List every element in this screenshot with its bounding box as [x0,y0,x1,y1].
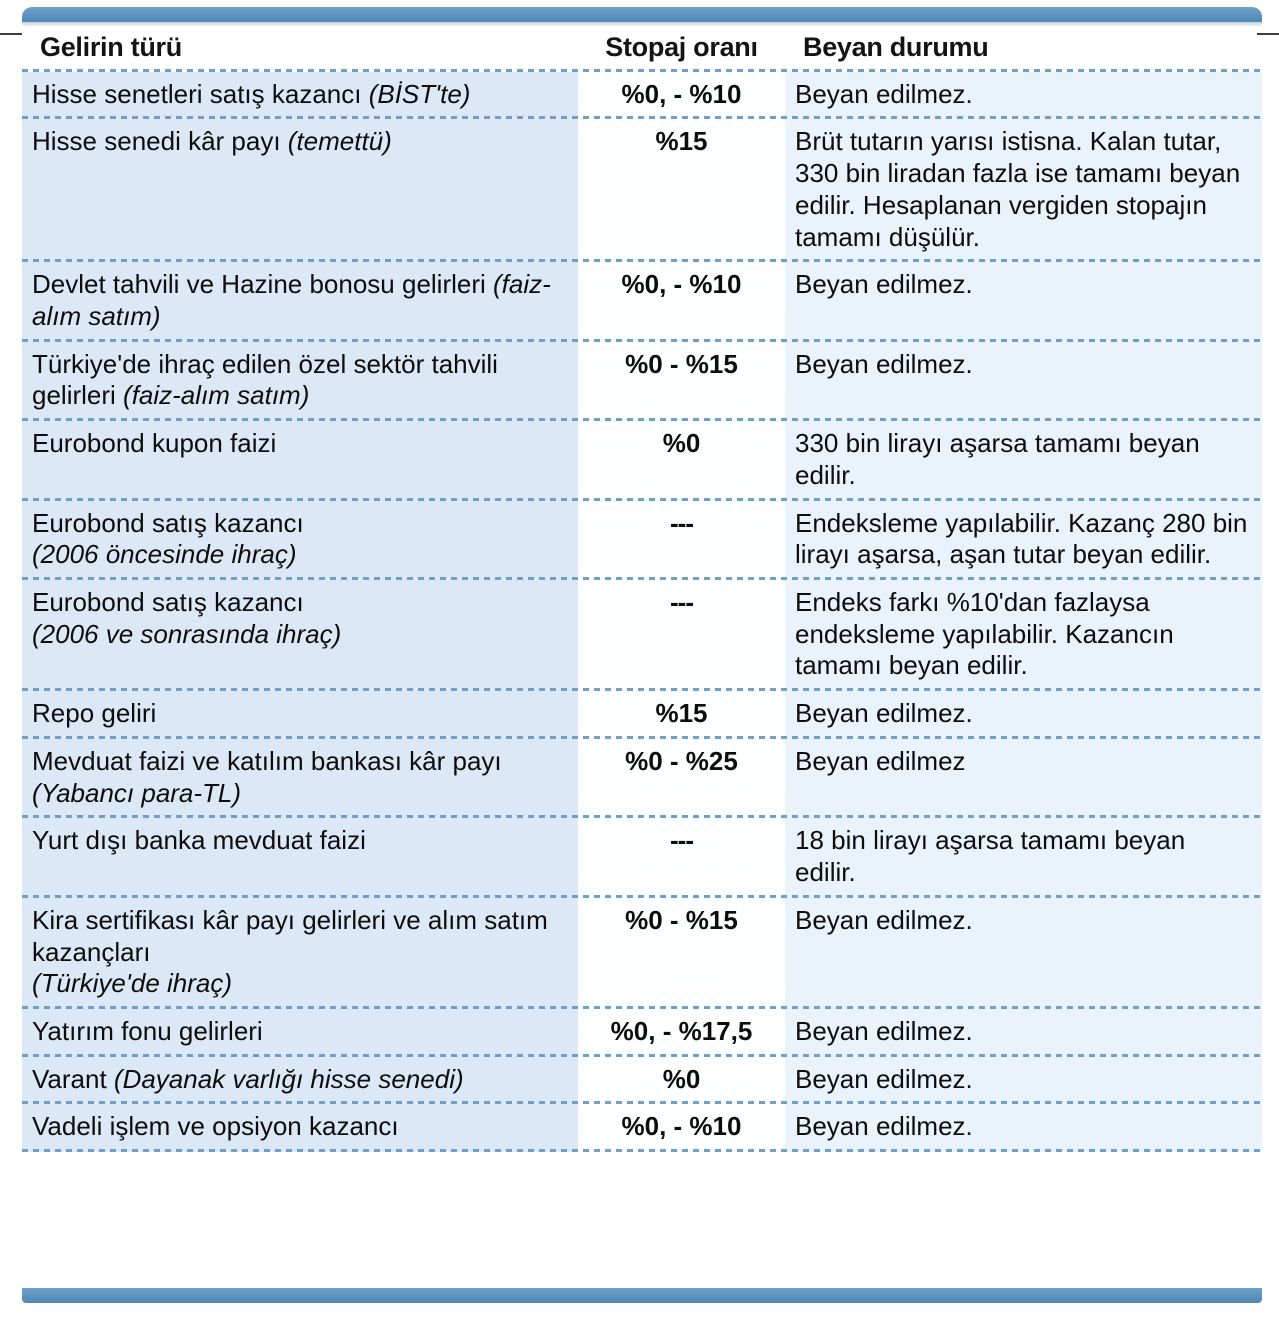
table-row [22,580,1262,691]
declaration-status-text: Brüt tutarın yarısı istisna. Kalan tutar, 330 bin liradan fazla ise tamamı beyan edilir. Hesaplanan vergiden stopajın tamamı düşülür. [795,126,1241,252]
withholding-rate-text: %0 [662,428,701,459]
cell-income-type [22,72,578,120]
cell-withholding-rate [578,1057,785,1105]
cell-withholding-rate [578,898,785,1009]
income-type-text [32,905,568,1000]
table-row [22,501,1262,580]
income-type-note: (temettü) [287,126,392,157]
header-cell-income-type [22,26,578,72]
tax-table [22,26,1262,1152]
withholding-rate-text: --- [670,825,693,856]
cell-income-type [22,818,578,897]
cell-declaration-status [785,1009,1262,1057]
cell-declaration-status [785,580,1262,691]
withholding-rate-text: %15 [655,698,708,729]
income-type-plain: Yurt dışı banka mevduat faizi [32,825,366,856]
cell-withholding-rate [578,119,785,262]
table-row [22,1057,1262,1105]
table-row [22,262,1262,341]
declaration-status-text: Beyan edilmez. [795,1111,973,1142]
income-type-text [32,587,568,650]
income-type-text [32,1016,568,1048]
top-accent-bar [22,7,1262,22]
cell-income-type [22,1057,578,1105]
header-label-declaration-status: Beyan durumu [803,32,989,62]
cell-withholding-rate [578,818,785,897]
cell-income-type [22,1104,578,1152]
cell-declaration-status [785,501,1262,580]
table-row [22,691,1262,739]
cell-income-type [22,1009,578,1057]
cell-withholding-rate [578,739,785,818]
income-type-plain: Yatırım fonu gelirleri [32,1015,263,1046]
income-type-note: (faiz-alım satım) [32,269,551,331]
income-type-text [32,746,568,809]
income-type-note: (Dayanak varlığı hisse senedi) [113,1063,464,1094]
row-tick-right [1257,33,1279,35]
declaration-status-text: Endeksleme yapılabilir. Kazanç 280 bin lirayı aşarsa, aşan tutar beyan edilir. [795,507,1248,570]
income-type-text [32,825,568,857]
cell-income-type [22,898,578,1009]
income-type-note: (Yabancı para-TL) [32,777,242,808]
cell-declaration-status [785,342,1262,421]
declaration-status-text: Beyan edilmez. [795,904,973,935]
cell-income-type [22,739,578,818]
declaration-status-text: Beyan edilmez. [795,1015,973,1046]
table-row [22,818,1262,897]
table-row [22,1104,1262,1152]
withholding-rate-text: --- [670,587,693,618]
table-row [22,72,1262,120]
declaration-status-text: Beyan edilmez. [795,348,973,379]
cell-declaration-status [785,72,1262,120]
header-cell-withholding-rate [578,26,785,72]
cell-income-type [22,342,578,421]
table-row [22,739,1262,818]
declaration-status-text: Beyan edilmez. [795,698,973,729]
cell-withholding-rate [578,580,785,691]
cell-withholding-rate [578,501,785,580]
income-type-plain: Türkiye'de ihraç edilen özel sektör tahvili gelirleri [32,348,498,411]
cell-income-type [22,580,578,691]
income-type-plain: Hisse senetleri satış kazancı [32,78,369,109]
withholding-rate-text: --- [670,507,693,538]
declaration-status-text: Beyan edilmez. [795,78,973,109]
table-row [22,1009,1262,1057]
table-row [22,119,1262,262]
row-tick-left [0,33,22,35]
cell-income-type [22,119,578,262]
cell-withholding-rate [578,1104,785,1152]
income-type-text [32,508,568,571]
income-type-text [32,269,568,332]
withholding-rate-text: %0 - %25 [625,745,738,776]
bottom-accent-bar [22,1288,1262,1303]
cell-withholding-rate [578,342,785,421]
income-type-plain: Eurobond kupon faizi [32,428,277,459]
income-type-note: (Türkiye'de ihraç) [32,968,233,999]
income-type-note: (2006 öncesinde ihraç) [32,539,297,570]
declaration-status-text: Beyan edilmez [795,745,966,776]
cell-withholding-rate [578,72,785,120]
income-type-note: (BİST'te) [368,78,471,109]
income-type-text [32,1111,568,1143]
income-type-text [32,349,568,412]
cell-declaration-status [785,691,1262,739]
table-row [22,421,1262,500]
withholding-rate-text: %0 - %15 [625,904,738,935]
withholding-rate-text: %0, - %10 [621,1111,742,1142]
withholding-rate-text: %0, - %17,5 [610,1015,753,1046]
cell-withholding-rate [578,262,785,341]
income-type-text [32,428,568,460]
income-type-plain: Mevduat faizi ve katılım bankası kâr payı [32,745,502,776]
cell-declaration-status [785,898,1262,1009]
cell-income-type [22,262,578,341]
header-cell-declaration-status [785,26,1262,72]
income-type-note: (faiz-alım satım) [123,380,310,411]
income-type-text [32,698,568,730]
withholding-rate-text: %15 [655,126,708,157]
cell-declaration-status [785,1057,1262,1105]
withholding-rate-text: %0, - %10 [621,269,742,300]
table-row [22,342,1262,421]
cell-declaration-status [785,421,1262,500]
income-type-text [32,79,568,111]
table-row [22,898,1262,1009]
withholding-rate-text: %0 [662,1063,701,1094]
income-type-plain: Eurobond satış kazancı [32,587,304,618]
cell-declaration-status [785,262,1262,341]
income-type-plain: Hisse senedi kâr payı [32,126,288,157]
table-body [22,72,1262,1152]
income-type-plain: Repo geliri [32,698,157,729]
cell-income-type [22,501,578,580]
cell-withholding-rate [578,691,785,739]
income-type-plain: Varant [32,1063,114,1094]
cell-declaration-status [785,739,1262,818]
header-label-withholding-rate: Stopaj oranı [605,32,758,62]
income-type-note: (2006 ve sonrasında ihraç) [32,618,342,649]
withholding-rate-text: %0, - %10 [621,78,742,109]
declaration-status-text: 18 bin lirayı aşarsa tamamı beyan edilir. [795,825,1186,888]
table-header-row [22,26,1262,72]
cell-declaration-status [785,119,1262,262]
income-type-text [32,1064,568,1096]
cell-declaration-status [785,1104,1262,1152]
declaration-status-text: Beyan edilmez. [795,269,973,300]
income-type-plain: Kira sertifikası kâr payı gelirleri ve alım satım kazançları [32,904,548,967]
cell-withholding-rate [578,421,785,500]
cell-withholding-rate [578,1009,785,1057]
income-type-plain: Devlet tahvili ve Hazine bonosu gelirleri [32,269,494,300]
header-label-income-type: Gelirin türü [40,32,182,62]
cell-income-type [22,421,578,500]
withholding-rate-text: %0 - %15 [625,348,738,379]
cell-income-type [22,691,578,739]
declaration-status-text: Endeks farkı %10'dan fazlaysa endeksleme yapılabilir. Kazancın tamamı beyan edilir. [795,587,1174,681]
declaration-status-text: Beyan edilmez. [795,1063,973,1094]
income-type-plain: Eurobond satış kazancı [32,507,304,538]
income-type-plain: Vadeli işlem ve opsiyon kazancı [32,1111,399,1142]
declaration-status-text: 330 bin lirayı aşarsa tamamı beyan edilir. [795,428,1200,490]
cell-declaration-status [785,818,1262,897]
income-type-text [32,126,568,158]
